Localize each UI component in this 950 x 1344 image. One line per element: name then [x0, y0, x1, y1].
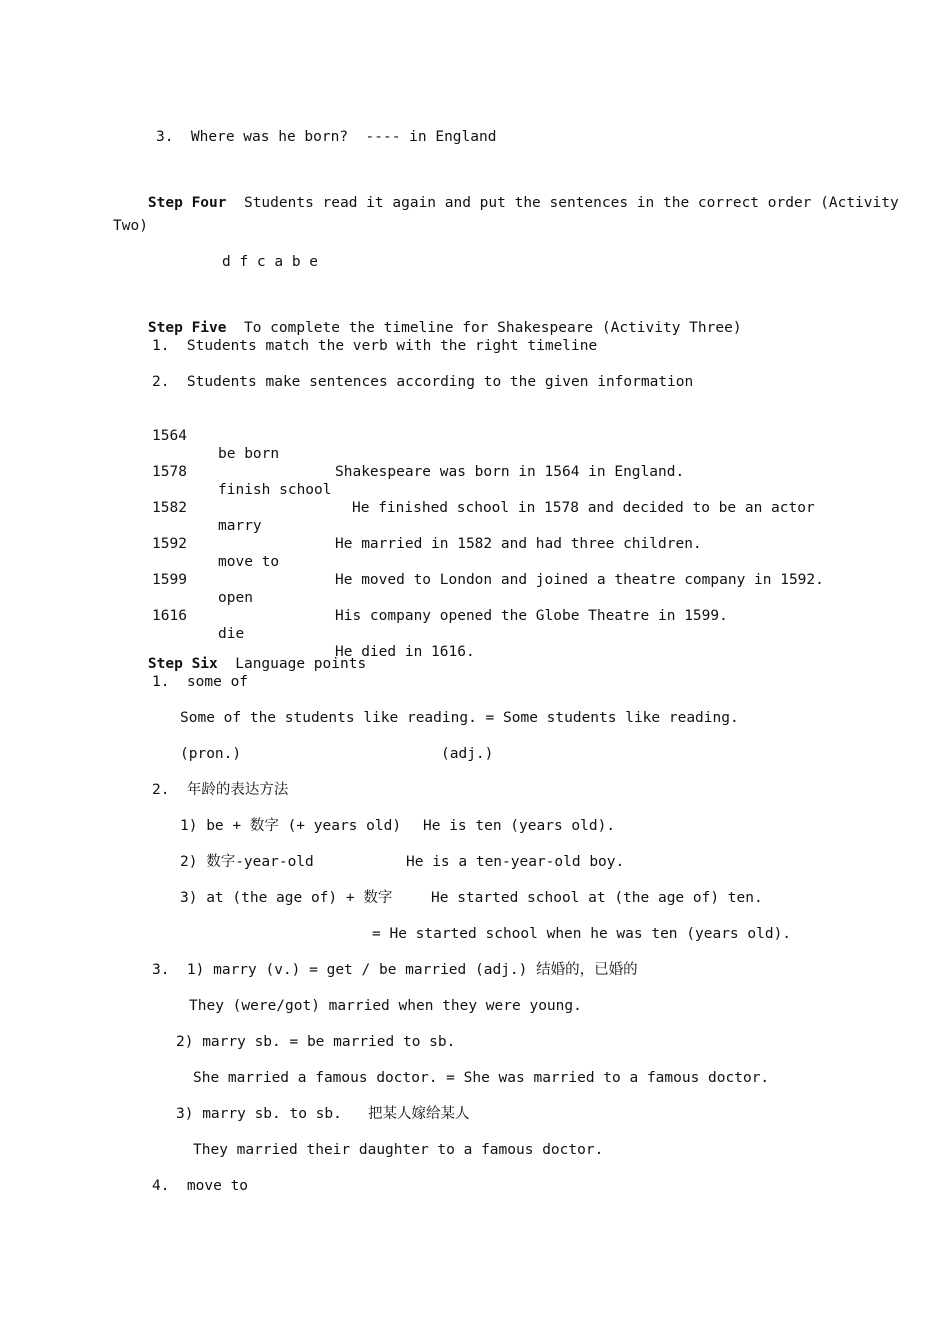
timeline-verb: open	[218, 590, 253, 606]
point-3-example-3: They married their daughter to a famous doctor.	[193, 1142, 604, 1158]
timeline-verb: be born	[218, 446, 280, 462]
timeline-sentence: His company opened the Globe Theatre in 1599.	[335, 608, 728, 624]
step-six-text: Language points	[235, 656, 367, 672]
point-3-title: 3. 1) marry (v.) = get / be married (adj.) 结婚的，已婚的	[152, 962, 638, 978]
step-five-item-1: 1. Students match the verb with the right timeline	[152, 338, 598, 354]
timeline-year: 1599	[152, 572, 187, 588]
point-2-rule-1: 1) be + 数字 (+ years old)	[180, 818, 402, 834]
step-five-heading: Step Five	[147, 320, 227, 336]
timeline-sentence: He moved to London and joined a theatre company in 1592.	[335, 572, 824, 588]
point-3-example-2: She married a famous doctor. = She was married to a famous doctor.	[193, 1070, 770, 1086]
point-1-pron: (pron.)	[180, 746, 242, 762]
point-3-sub-3: 3) marry sb. to sb. 把某人嫁给某人	[176, 1106, 470, 1122]
timeline-sentence: He finished school in 1578 and decided to be an actor	[352, 500, 815, 516]
point-4-title: 4. move to	[152, 1178, 249, 1194]
timeline-sentence: Shakespeare was born in 1564 in England.	[335, 464, 685, 480]
step-five-text: To complete the timeline for Shakespeare (Activity Three)	[243, 320, 742, 336]
point-2-rule-3: 3) at (the age of) + 数字	[180, 890, 393, 906]
step-six-heading: Step Six	[147, 656, 218, 672]
point-1-adj: (adj.)	[441, 746, 494, 762]
point-2-example-3: He started school at (the age of) ten.	[431, 890, 763, 906]
point-1-title: 1. some of	[152, 674, 249, 690]
point-2-example-3-cont: = He started school when he was ten (years old).	[372, 926, 792, 942]
timeline-verb: die	[218, 626, 245, 642]
timeline-year: 1578	[152, 464, 187, 480]
point-3-example-1: They (were/got) married when they were young.	[189, 998, 582, 1014]
question-3: 3. Where was he born? ---- in England	[156, 129, 497, 145]
step-four-heading: Step Four	[147, 195, 227, 211]
step-four-text: Students read it again and put the sentences in the correct order (Activity	[243, 195, 899, 211]
step-five-item-2: 2. Students make sentences according to the given information	[152, 374, 694, 390]
timeline-year: 1582	[152, 500, 187, 516]
point-2-example-1: He is ten (years old).	[423, 818, 616, 834]
point-2-rule-2: 2) 数字-year-old	[180, 854, 314, 870]
timeline-sentence: He married in 1582 and had three children.	[335, 536, 702, 552]
step-four-answer: d f c a b e	[222, 254, 319, 270]
point-3-sub-2: 2) marry sb. = be married to sb.	[176, 1034, 456, 1050]
timeline-year: 1564	[152, 428, 187, 444]
timeline-year: 1616	[152, 608, 187, 624]
timeline-year: 1592	[152, 536, 187, 552]
timeline-verb: move to	[218, 554, 280, 570]
step-four-text-cont: Two)	[113, 218, 148, 234]
point-2-title: 2. 年龄的表达方法	[152, 782, 289, 798]
point-1-example: Some of the students like reading. = Some students like reading.	[180, 710, 739, 726]
point-2-example-2: He is a ten-year-old boy.	[406, 854, 625, 870]
timeline-sentence: He died in 1616.	[335, 644, 475, 660]
timeline-verb: finish school	[218, 482, 332, 498]
timeline-verb: marry	[218, 518, 262, 534]
